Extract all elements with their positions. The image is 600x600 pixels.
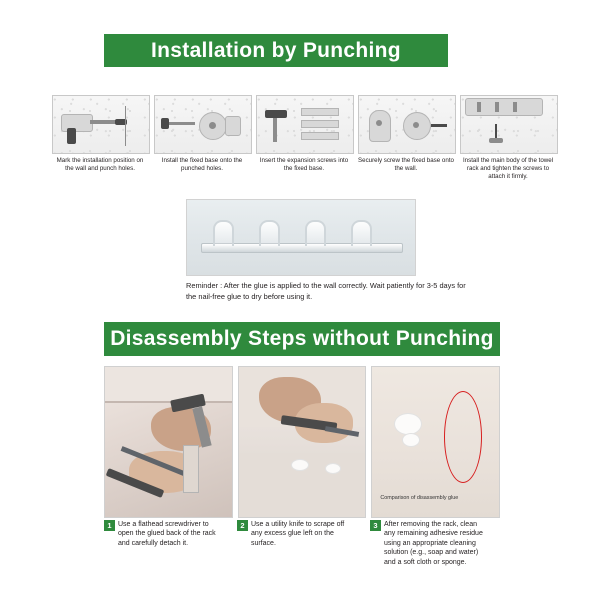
step-2-caption: Install the fixed base onto the punched holes. xyxy=(161,157,243,172)
disassembly-photo-1 xyxy=(104,366,233,518)
step-5-caption: Install the main body of the towel rack and tighten the screws to attach it firmly. xyxy=(462,157,554,180)
rack-hook xyxy=(259,220,280,246)
base-install-icon xyxy=(154,95,252,154)
towel-rack-photo xyxy=(186,199,416,276)
highlight-ellipse xyxy=(444,391,482,483)
step-number-3: 3 xyxy=(370,520,381,531)
step-2 xyxy=(154,95,250,172)
disassembly-photo-3 xyxy=(371,366,500,518)
step-1 xyxy=(52,95,148,172)
screwdriver-base-icon xyxy=(358,95,456,154)
step-4 xyxy=(358,95,454,172)
section-title-installation xyxy=(104,34,448,67)
reminder-text: Reminder : After the glue is applied to the wall correctly. Wait patiently for 3-5 days for the nail-free glue to dry before using it. xyxy=(186,281,466,301)
step-1-caption: Mark the installation position on the wall and punch holes. xyxy=(56,157,144,172)
disassembly-panels xyxy=(104,366,500,516)
installation-banner-text: Installation by Punching xyxy=(151,38,401,62)
rack-hook xyxy=(351,220,372,246)
hammer-screws-icon xyxy=(256,95,354,154)
step-5 xyxy=(460,95,556,180)
disassembly-banner-text: Disassembly Steps without Punching xyxy=(110,327,494,350)
disassembly-caption-1-text: Use a flathead screwdriver to open the glued back of the rack and carefully detach it. xyxy=(118,521,216,547)
step-number-2: 2 xyxy=(237,520,248,531)
disassembly-photo-2 xyxy=(238,366,367,518)
drill-icon xyxy=(52,95,150,154)
disassembly-caption-3-text: After removing the rack, clean any remaining adhesive residue using an appropriate cleaning solution (e.g., soap and water) and a soft cloth or sponge. xyxy=(384,521,483,566)
disassembly-caption-2-text: Use a utility knife to scrape off any excess glue left on the surface. xyxy=(251,521,345,547)
step-number-1: 1 xyxy=(104,520,115,531)
glue-comparison-note: Comparison of disassembly glue xyxy=(380,495,459,501)
installation-steps xyxy=(52,95,554,180)
step-3-caption: Insert the expansion screws into the fixed base. xyxy=(259,157,349,172)
rack-hook xyxy=(305,220,326,246)
step-4-caption: Securely screw the fixed base onto the wall. xyxy=(358,157,454,172)
disassembly-captions xyxy=(104,520,504,590)
step-3 xyxy=(256,95,352,172)
towel-rack-mount-icon xyxy=(460,95,558,154)
rack-hook xyxy=(213,220,234,246)
section-title-disassembly xyxy=(104,322,500,356)
